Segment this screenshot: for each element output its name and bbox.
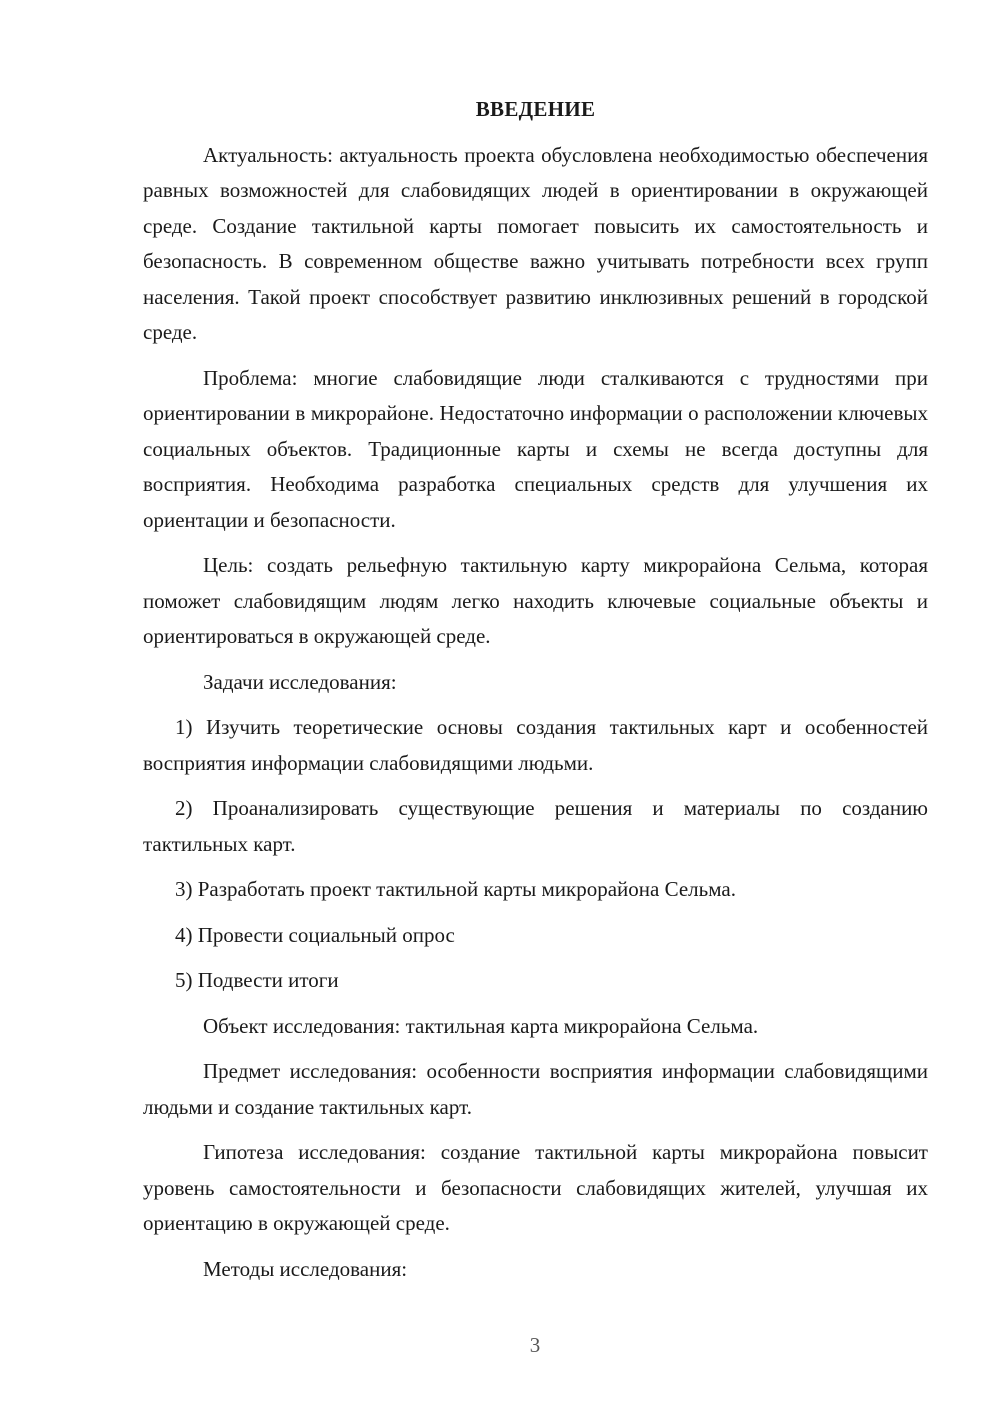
task-item-4: 4) Провести социальный опрос: [175, 922, 455, 947]
paragraph-goal: Цель: создать рельефную тактильную карту микрорайона Сельма, которая поможет слабовидящим людям легко находить ключевые социальные объекты и ориентироваться в окружающей среде.: [143, 553, 928, 648]
paragraph-methods: Методы исследования:: [203, 1256, 408, 1281]
section-title: ВВЕДЕНИЕ: [475, 97, 596, 121]
paragraph-hypothesis: Гипотеза исследования: создание тактильной карты микрорайона повысит уровень самостоятельности и безопасности слабовидящих жителей, улучшая их ориентацию в окружающей среде.: [143, 1140, 928, 1235]
task-item-3: 3) Разработать проект тактильной карты микрорайона Сельма.: [175, 877, 736, 901]
task-item-2: 2) Проанализировать существующие решения и материалы по созданию тактильных карт.: [143, 796, 928, 856]
paragraph-tasks-heading: Задачи исследования:: [203, 669, 397, 694]
paragraph-subject: Предмет исследования: особенности восприятия информации слабовидящими людьми и создание тактильных карт.: [143, 1059, 928, 1119]
paragraph-problem: Проблема: многие слабовидящие люди сталкиваются с трудностями при ориентировании в микрорайоне. Недостаточно информации о расположении ключевых социальных объектов. Традиционные карты и схемы не всегда доступны для восприятия. Необходима разработка специальных средств для улучшения их ориентации и безопасности.: [143, 365, 928, 532]
tasks-list: [143, 710, 928, 999]
task-item-1: 1) Изучить теоретические основы создания тактильных карт и особенностей восприятия информации слабовидящими людьми.: [143, 715, 928, 775]
paragraph-relevance: Актуальность: актуальность проекта обусловлена необходимостью обеспечения равных возможностей для слабовидящих людей в ориентировании в окружающей среде. Создание тактильной карты помогает повысить их самостоятельность и безопасность. В современном обществе важно учитывать потребности всех групп населения. Такой проект способствует развитию инклюзивных решений в городской среде.: [143, 142, 928, 344]
task-item-5: 5) Подвести итоги: [175, 968, 339, 992]
paragraph-object: Объект исследования: тактильная карта микрорайона Сельма.: [203, 1013, 759, 1038]
page-number: 3: [529, 1333, 541, 1357]
document-page: [143, 92, 928, 1297]
